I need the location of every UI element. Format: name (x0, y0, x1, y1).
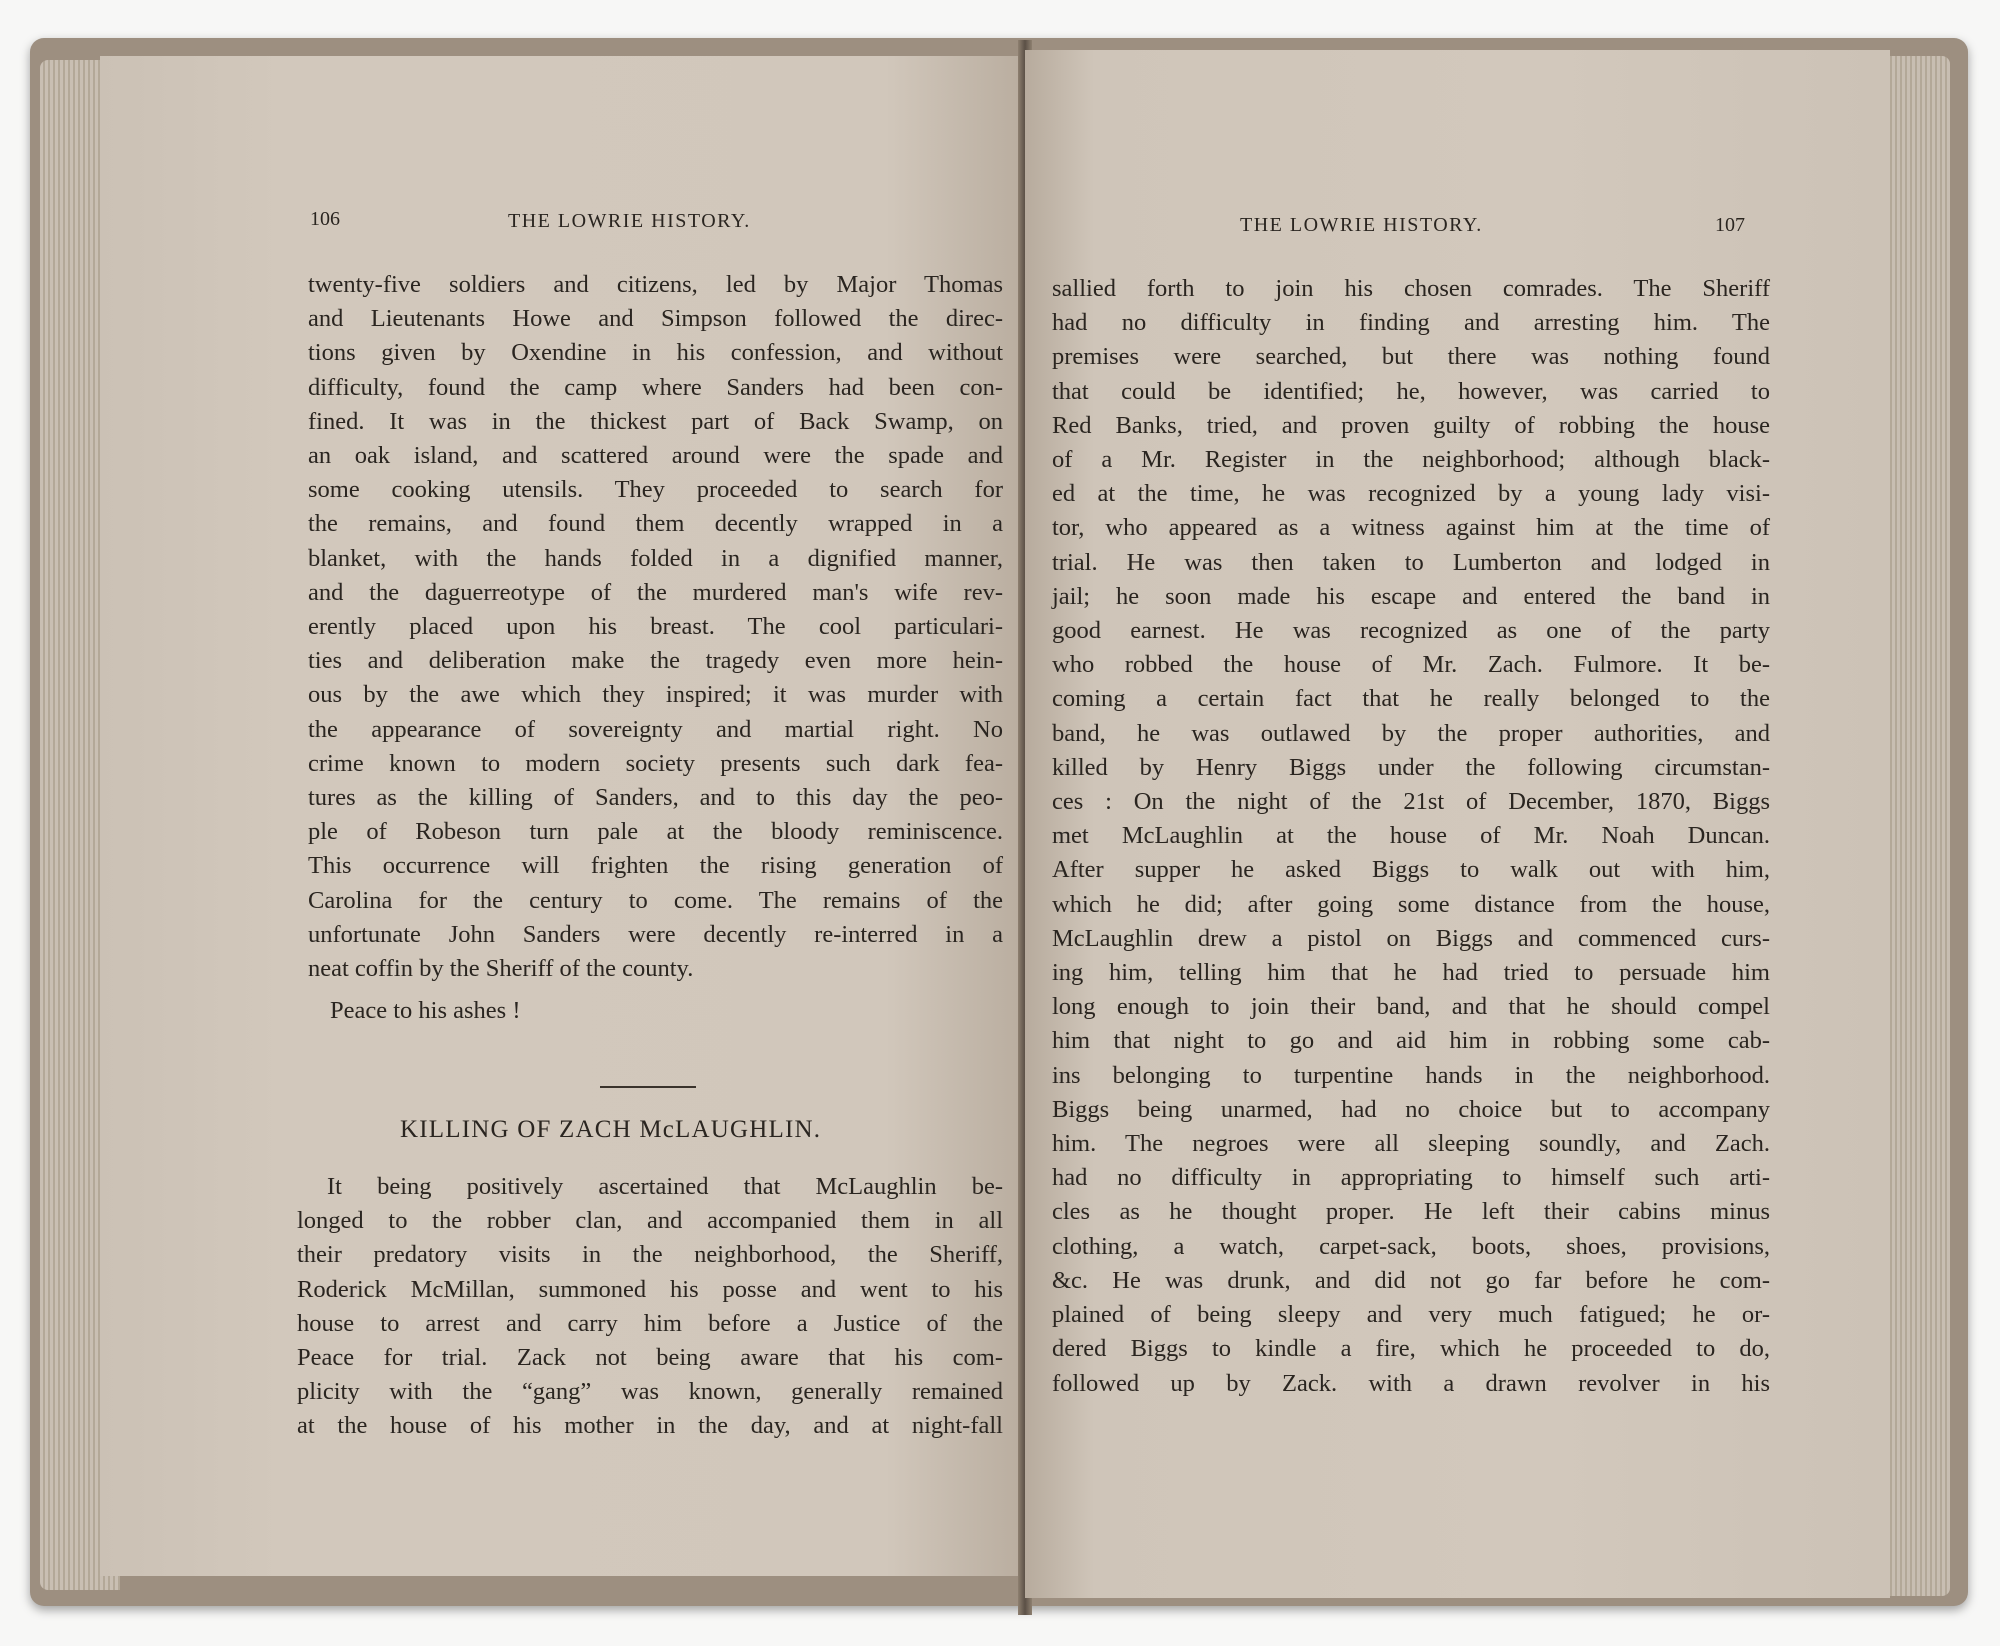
text-line: &c. He was drunk, and did not go far before he com- (1052, 1266, 1770, 1294)
text-line: tor, who appeared as a witness against him at the time of (1052, 514, 1770, 542)
text-line: After supper he asked Biggs to walk out with him, (1052, 856, 1770, 884)
closing-line-text: Peace to his ashes ! (330, 997, 521, 1024)
text-line: ous by the awe which they inspired; it was murder with (308, 681, 1003, 709)
text-line: and the daguerreotype of the murdered man's wife rev- (308, 578, 1003, 606)
text-line: long enough to join their band, and that he should compel (1052, 993, 1770, 1021)
left-page (100, 56, 1025, 1576)
closing-line (330, 994, 730, 1028)
right-running-head: THE LOWRIE HISTORY. (1240, 214, 1483, 236)
text-line: who robbed the house of Mr. Zach. Fulmore. It be- (1052, 651, 1770, 679)
text-line: ces : On the night of the 21st of December, 1870, Biggs (1052, 788, 1770, 816)
text-line: the remains, and found them decently wrapped in a (308, 510, 1003, 538)
text-line: clothing, a watch, carpet-sack, boots, shoes, provisions, (1052, 1232, 1770, 1260)
text-line: ing him, telling him that he had tried to persuade him (1052, 959, 1770, 987)
section-divider (600, 1086, 696, 1088)
text-line: unfortunate John Sanders were decently re-interred in a (308, 920, 1003, 948)
text-line: blanket, with the hands folded in a dignified manner, (308, 544, 1003, 572)
text-line: neat coffin by the Sheriff of the county. (308, 955, 694, 983)
text-line: difficulty, found the camp where Sanders had been con- (308, 373, 1003, 401)
left-page-number: 106 (310, 208, 340, 230)
text-line: the appearance of sovereignty and martial right. No (308, 715, 1003, 743)
text-line: ed at the time, he was recognized by a young lady visi- (1052, 480, 1770, 508)
text-line: ins belonging to turpentine hands in the neighborhood. (1052, 1061, 1770, 1089)
text-line: met McLaughlin at the house of Mr. Noah Duncan. (1052, 822, 1770, 850)
text-line: sallied forth to join his chosen comrades. The Sheriff (1052, 275, 1770, 302)
text-line: Biggs being unarmed, had no choice but to accompany (1052, 1095, 1770, 1123)
text-line: which he did; after going some distance from the house, (1052, 890, 1770, 918)
text-line: twenty-five soldiers and citizens, led by Major Thomas (308, 271, 1003, 298)
text-line: ple of Robeson turn pale at the bloody reminiscence. (308, 818, 1003, 846)
text-line: jail; he soon made his escape and entered the band in (1052, 582, 1770, 610)
text-line: crime known to modern society presents such dark fea- (308, 749, 1003, 777)
text-line: killed by Henry Biggs under the following circumstan- (1052, 753, 1770, 781)
text-line: trial. He was then taken to Lumberton and lodged in (1052, 548, 1770, 576)
right-page-edges (1880, 56, 1950, 1596)
text-line: an oak island, and scattered around were the spade and (308, 442, 1003, 470)
text-line: their predatory visits in the neighborhood, the Sheriff, (297, 1241, 1003, 1269)
text-line: of a Mr. Register in the neighborhood; although black- (1052, 446, 1770, 474)
text-line: plained of being sleepy and very much fatigued; he or- (1052, 1301, 1770, 1329)
text-line: This occurrence will frighten the rising generation of (308, 852, 1003, 880)
section-title: KILLING OF ZACH McLAUGHLIN. (400, 1116, 822, 1143)
text-line: tures as the killing of Sanders, and to this day the peo- (308, 784, 1003, 812)
text-line: and Lieutenants Howe and Simpson followed the direc- (308, 305, 1003, 333)
text-line: plicity with the “gang” was known, generally remained (297, 1378, 1003, 1406)
text-line: premises were searched, but there was nothing found (1052, 343, 1770, 371)
text-line: fined. It was in the thickest part of Back Swamp, on (308, 407, 1003, 435)
text-line: that could be identified; he, however, was carried to (1052, 377, 1770, 405)
text-line: at the house of his mother in the day, and at night-fall (297, 1412, 1003, 1440)
text-line: Carolina for the century to come. The remains of the (308, 886, 1003, 914)
section-body-text (297, 1170, 1003, 1444)
text-line: longed to the robber clan, and accompanied them in all (297, 1207, 1003, 1235)
text-line: cles as he thought proper. He left their cabins minus (1052, 1198, 1770, 1226)
text-line: him. The negroes were all sleeping soundly, and Zach. (1052, 1130, 1770, 1158)
right-page (1025, 50, 1890, 1598)
right-page-number: 107 (1715, 214, 1745, 236)
text-line: had no difficulty in appropriating to himself such arti- (1052, 1164, 1770, 1192)
text-line: coming a certain fact that he really belonged to the (1052, 685, 1770, 713)
text-line: house to arrest and carry him before a Justice of the (297, 1309, 1003, 1337)
right-body-text (1052, 272, 1770, 1401)
text-line: Peace for trial. Zack not being aware that his com- (297, 1344, 1003, 1372)
text-line: McLaughlin drew a pistol on Biggs and commenced curs- (1052, 924, 1770, 952)
text-line: ties and deliberation make the tragedy even more hein- (308, 647, 1003, 675)
text-line: had no difficulty in finding and arresting him. The (1052, 309, 1770, 337)
text-line: followed up by Zack. with a drawn revolver in his (1052, 1369, 1770, 1397)
text-line: It being positively ascertained that McLaughlin be- (327, 1173, 1003, 1200)
text-line: erently placed upon his breast. The cool particulari- (308, 613, 1003, 641)
text-line: Roderick McMillan, summoned his posse and went to his (297, 1275, 1003, 1303)
text-line: dered Biggs to kindle a fire, which he proceeded to do, (1052, 1335, 1770, 1363)
text-line: Red Banks, tried, and proven guilty of robbing the house (1052, 411, 1770, 439)
text-line: band, he was outlawed by the proper authorities, and (1052, 719, 1770, 747)
text-line: him that night to go and aid him in robbing some cab- (1052, 1027, 1770, 1055)
text-line: some cooking utensils. They proceeded to search for (308, 476, 1003, 504)
text-line: tions given by Oxendine in his confession, and without (308, 339, 1003, 367)
left-body-text (308, 268, 1003, 986)
left-running-head: THE LOWRIE HISTORY. (508, 210, 751, 232)
text-line: good earnest. He was recognized as one of the party (1052, 617, 1770, 645)
